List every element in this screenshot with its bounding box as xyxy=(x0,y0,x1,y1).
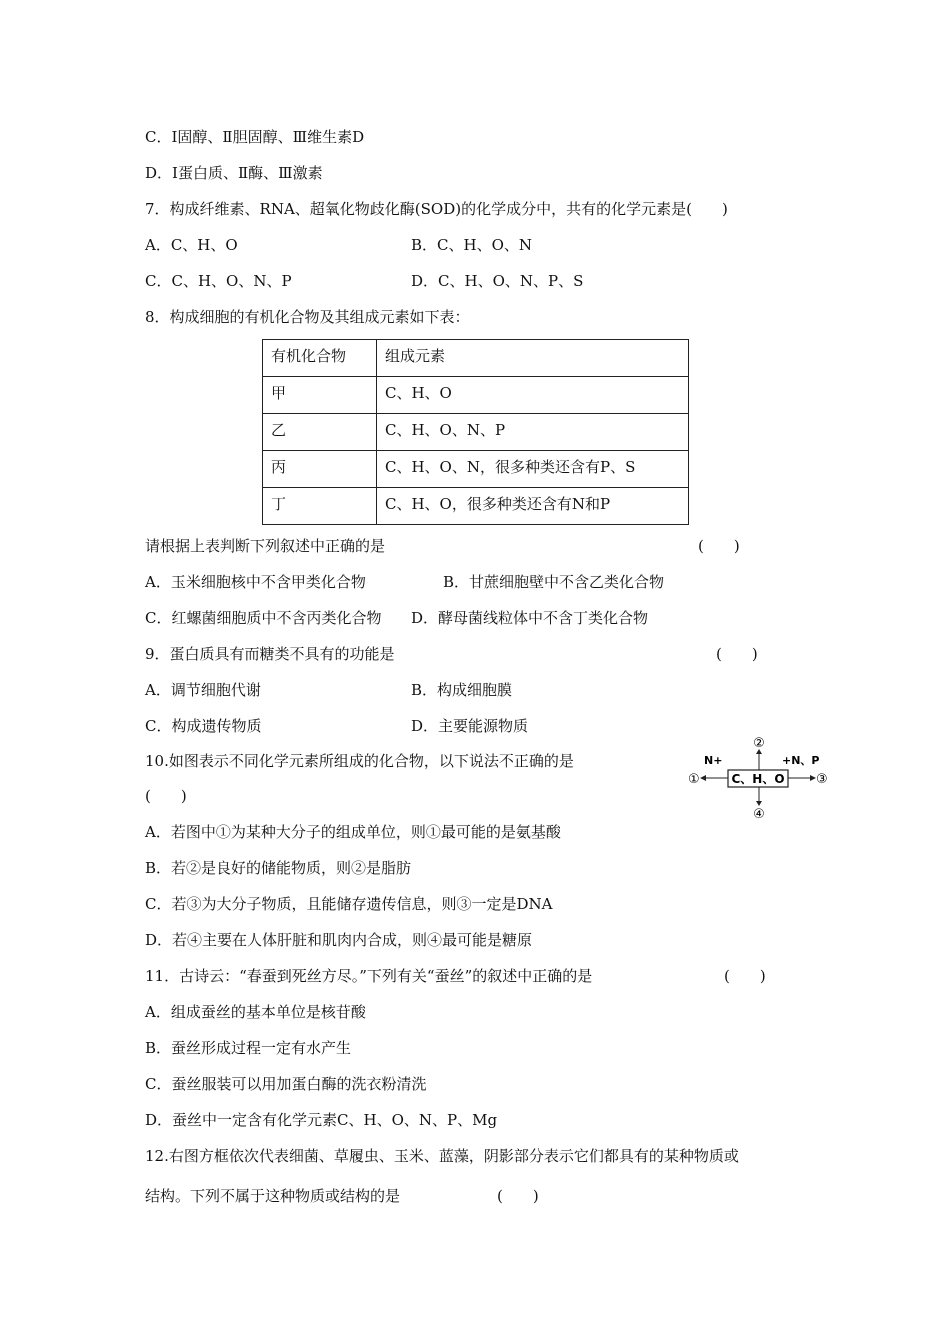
table-cell: C、H、O、N、P xyxy=(377,414,689,451)
q8-answer-paren: ( ) xyxy=(698,537,740,555)
table-cell: 乙 xyxy=(263,414,377,451)
arrow-down-head xyxy=(756,801,762,806)
q8-stem: 8．构成细胞的有机化合物及其组成元素如下表： xyxy=(145,308,470,326)
q9-stem: 9．蛋白质具有而糖类不具有的功能是 xyxy=(145,645,395,663)
q12-stem-line1: 12.右图方框依次代表细菌、草履虫、玉米、蓝藻，阴影部分表示它们都具有的某种物质或 xyxy=(145,1147,739,1165)
arrow-left-head xyxy=(700,775,706,781)
q11-option-d: D．蚕丝中一定含有化学元素C、H、O、N、P、Mg xyxy=(145,1111,498,1129)
q10-stem: 10.如图表示不同化学元素所组成的化合物，以下说法不正确的是 xyxy=(145,752,574,770)
q7-stem: 7．构成纤维素、RNA、超氧化物歧化酶(SOD)的化学成分中，共有的化学元素是( ) xyxy=(145,200,728,218)
table-cell: 丙 xyxy=(263,451,377,488)
right-addition-label: +N、P xyxy=(782,754,820,767)
q8-option-b: B．甘蔗细胞壁中不含乙类化合物 xyxy=(443,573,665,591)
table-cell: C、H、O xyxy=(377,377,689,414)
q11-option-b: B．蚕丝形成过程一定有水产生 xyxy=(145,1039,352,1057)
table-cell: 甲 xyxy=(263,377,377,414)
product-3-label: ③ xyxy=(816,772,828,787)
q6-option-c: C．Ⅰ固醇、Ⅱ胆固醇、Ⅲ维生素D xyxy=(145,128,365,146)
q10-option-d: D．若④主要在人体肝脏和肌肉内合成，则④最可能是糖原 xyxy=(145,931,533,949)
q10-option-b: B．若②是良好的储能物质，则②是脂肪 xyxy=(145,859,412,877)
q6-option-d: D．Ⅰ蛋白质、Ⅱ酶、Ⅲ激素 xyxy=(145,164,323,182)
q8-option-c: C．红螺菌细胞质中不含丙类化合物 xyxy=(145,609,382,627)
q9-option-a: A．调节细胞代谢 xyxy=(145,681,261,699)
table-row xyxy=(263,414,689,451)
product-4-label: ④ xyxy=(753,807,765,821)
product-2-label: ② xyxy=(753,736,765,751)
q7-option-d: D．C、H、O、N、P、S xyxy=(411,272,584,290)
q7-option-b: B．C、H、O、N xyxy=(411,236,533,254)
table-header-cell: 有机化合物 xyxy=(263,340,377,377)
q12-stem-line2: 结构。下列不属于这种物质或结构的是 xyxy=(145,1187,401,1205)
q11-answer-paren: ( ) xyxy=(724,967,766,985)
table-header-row xyxy=(263,340,689,377)
table-cell: C、H、O、N，很多种类还含有P、S xyxy=(377,451,689,488)
q8-question: 请根据上表判断下列叙述中正确的是 xyxy=(145,537,386,555)
q11-stem: 11．古诗云：“春蚕到死丝方尽。”下列有关“蚕丝”的叙述中正确的是 xyxy=(145,967,593,985)
left-addition-label: N+ xyxy=(704,754,723,767)
q10-answer-paren: ( ) xyxy=(145,787,187,805)
q9-option-c: C．构成遗传物质 xyxy=(145,717,262,735)
table-row xyxy=(263,451,689,488)
q9-answer-paren: ( ) xyxy=(716,645,758,663)
center-label: C、H、O xyxy=(731,772,785,786)
q8-option-d: D．酵母菌线粒体中不含丁类化合物 xyxy=(411,609,649,627)
q11-option-c: C．蚕丝服装可以用加蛋白酶的洗衣粉清洗 xyxy=(145,1075,427,1093)
q7-option-c: C．C、H、O、N、P xyxy=(145,272,292,290)
q10-option-c: C．若③为大分子物质，且能储存遗传信息，则③一定是DNA xyxy=(145,895,553,913)
table-header-cell: 组成元素 xyxy=(377,340,689,377)
q12-answer-paren: ( ) xyxy=(497,1187,539,1205)
q9-option-b: B．构成细胞膜 xyxy=(411,681,513,699)
q9-option-d: D．主要能源物质 xyxy=(411,717,529,735)
table-row xyxy=(263,377,689,414)
q8-option-a: A．玉米细胞核中不含甲类化合物 xyxy=(145,573,366,591)
elements-table xyxy=(262,339,689,525)
q11-option-a: A．组成蚕丝的基本单位是核苷酸 xyxy=(145,1003,366,1021)
table-cell: C、H、O，很多种类还含有N和P xyxy=(377,488,689,525)
element-compound-diagram xyxy=(686,735,836,821)
table-row xyxy=(263,488,689,525)
product-1-label: ① xyxy=(688,772,700,787)
table-cell: 丁 xyxy=(263,488,377,525)
q10-option-a: A．若图中①为某种大分子的组成单位，则①最可能的是氨基酸 xyxy=(145,823,561,841)
q7-option-a: A．C、H、O xyxy=(145,236,238,254)
